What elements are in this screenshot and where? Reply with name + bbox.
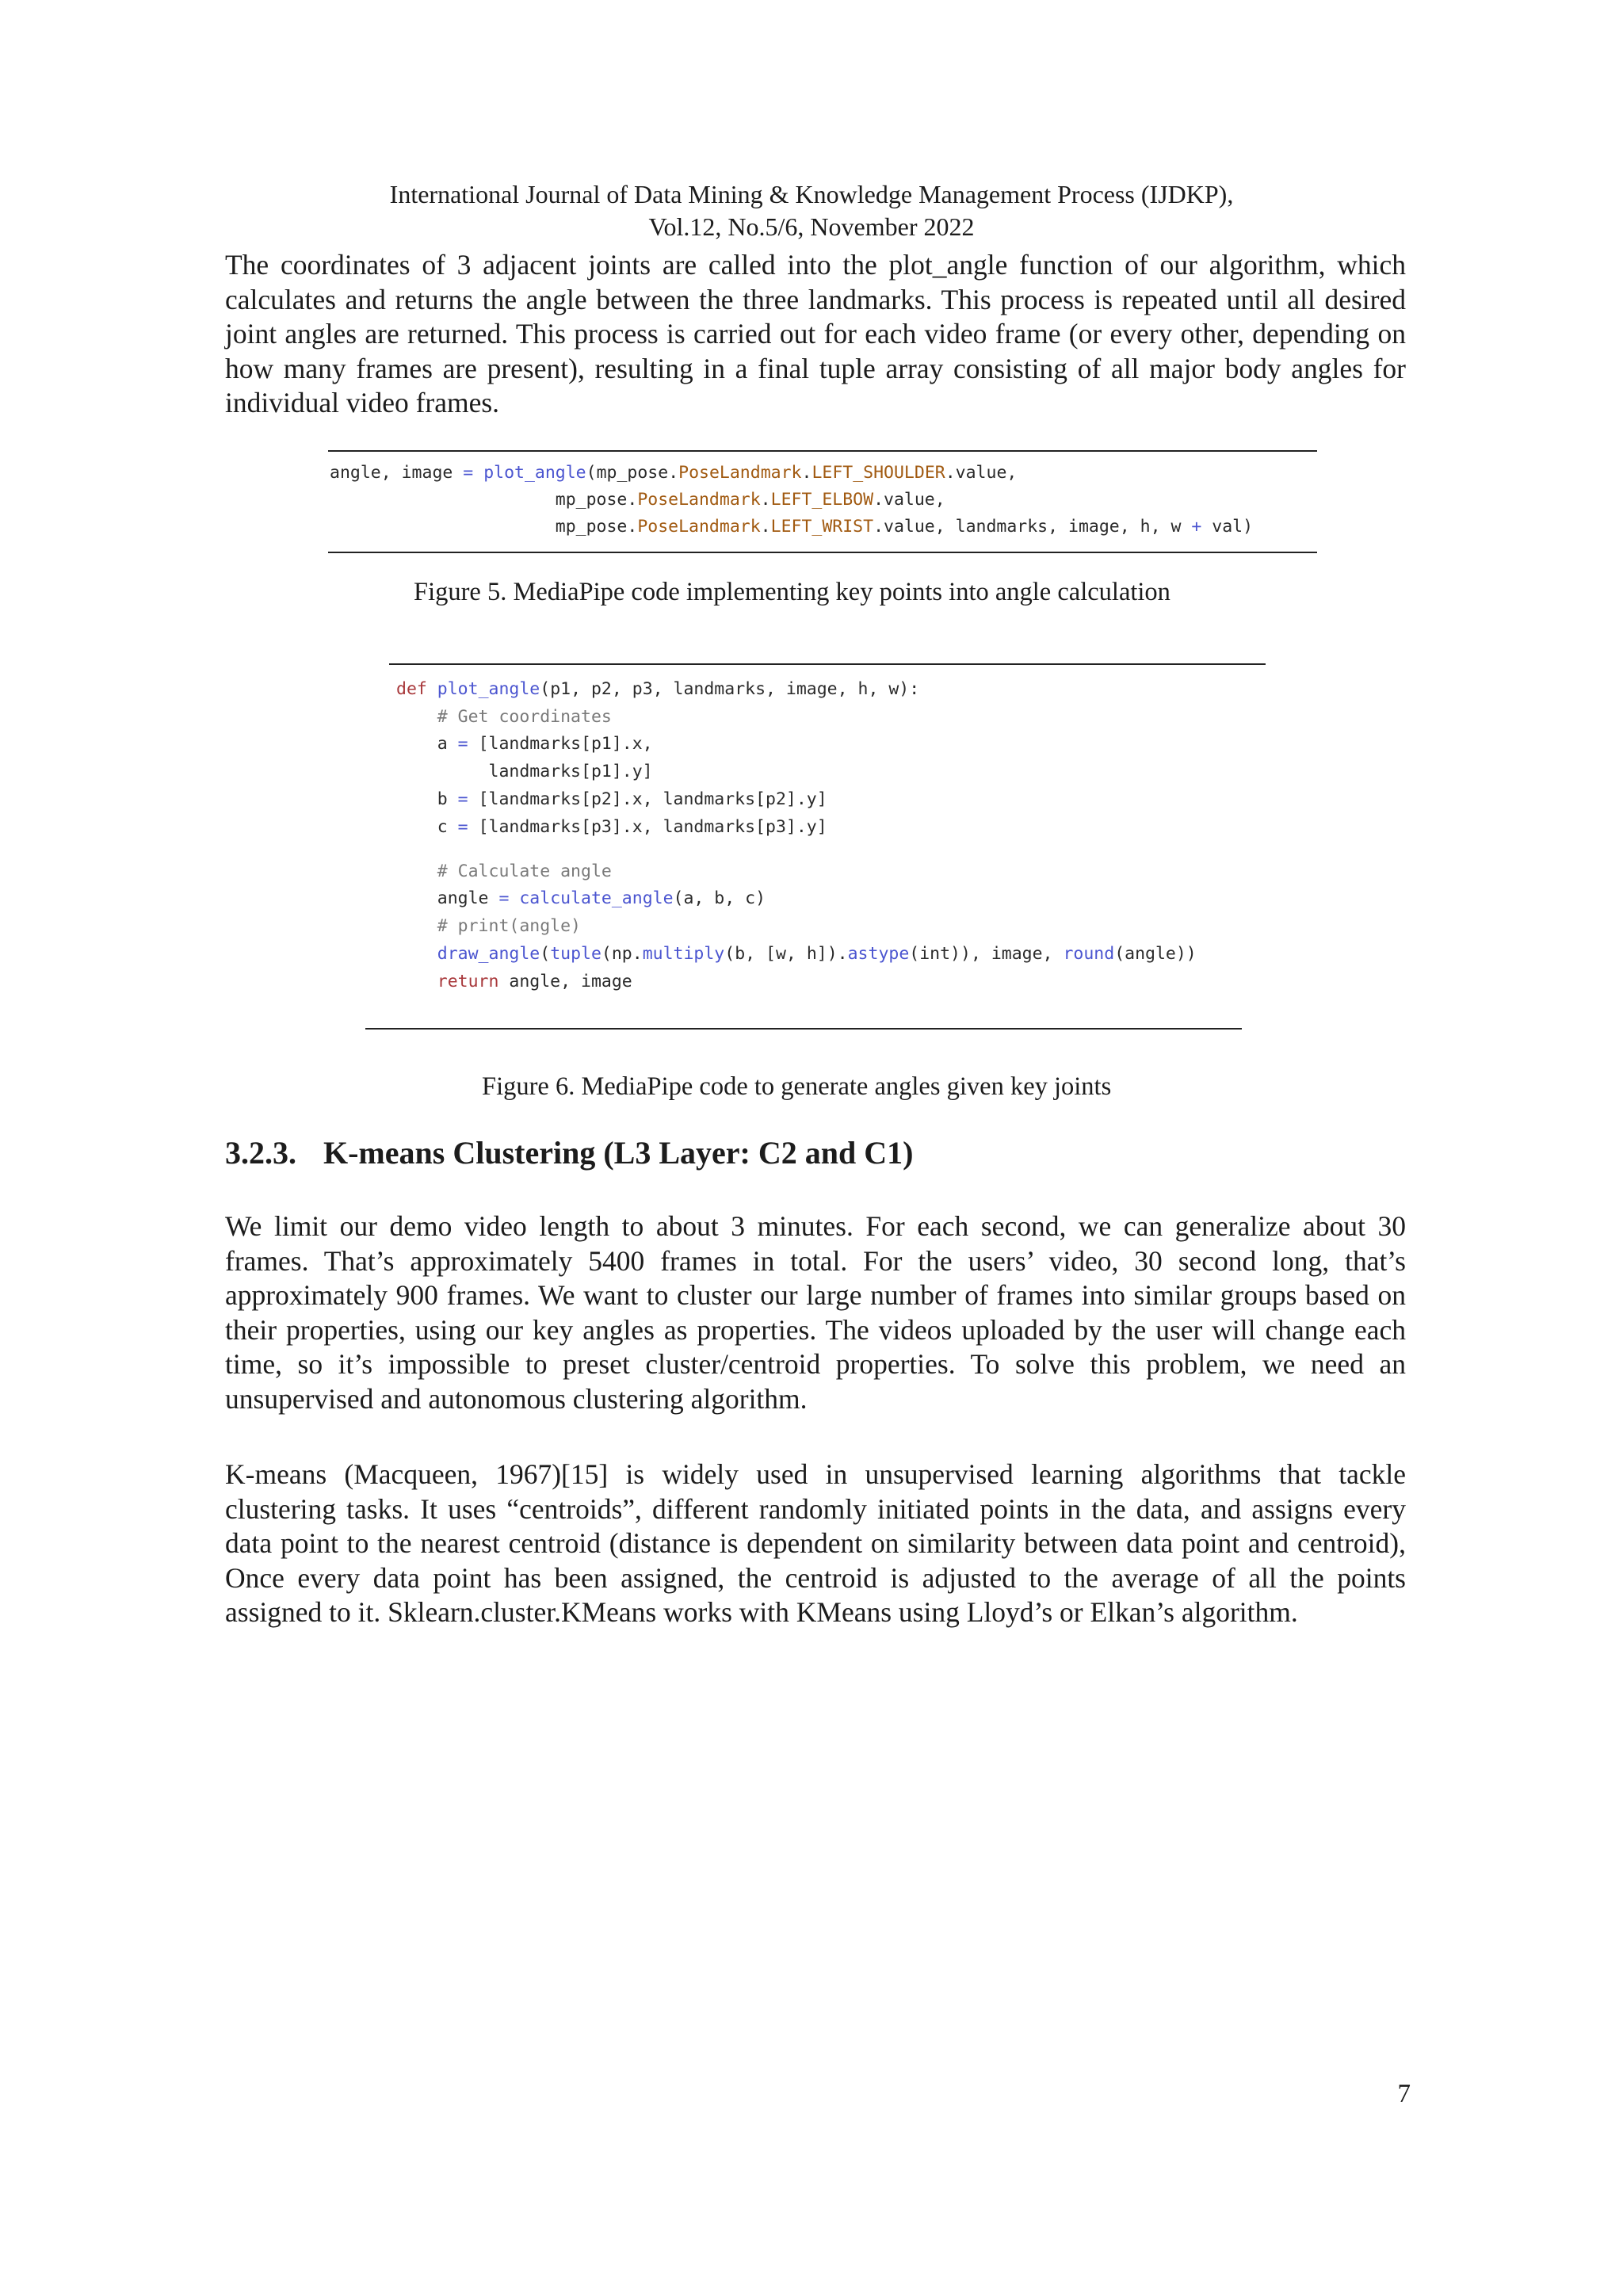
- figure6-code-block: [396, 676, 1197, 995]
- figure5-code-line: mp_pose.PoseLandmark.LEFT_ELBOW.value,: [330, 490, 945, 510]
- figure6-code-line: a = [landmarks[p1].x,: [396, 734, 653, 755]
- figure5-code-line: mp_pose.PoseLandmark.LEFT_WRIST.value, landmarks, image, h, w + val): [330, 517, 1254, 537]
- figure6-caption: Figure 6. MediaPipe code to generate angles given key joints: [482, 1072, 1112, 1101]
- figure5-caption: Figure 5. MediaPipe code implementing key points into angle calculation: [414, 578, 1170, 606]
- figure6-code-line: [396, 841, 1197, 858]
- figure6-bottom-rule: [365, 1028, 1242, 1030]
- journal-header-line2: Vol.12, No.5/6, November 2022: [648, 212, 975, 241]
- figure6-code-line: def plot_angle(p1, p2, p3, landmarks, image, h, w):: [396, 679, 920, 699]
- figure6-code-line: return angle, image: [437, 971, 632, 991]
- figure6-code-line: draw_angle(tuple(np.multiply(b, [w, h]).astype(int)), image, round(angle)): [437, 943, 1197, 964]
- kmeans-description-paragraph: K-means (Macqueen, 1967)[15] is widely used in unsupervised learning algorithms that tackle clustering tasks. It uses “centroids”, different randomly initiated points in the data, and assigns every data point to the nearest centroid (distance is dependent on similarity between data point and centroid), Once every data point has been assigned, the centroid is adjusted to the average of all the points assigned to it. Sklearn.cluster.KMeans works with KMeans using Lloyd’s or Elkan’s algorithm.: [225, 1458, 1406, 1628]
- figure5-top-rule: [328, 450, 1317, 452]
- figure6-code-line: b = [landmarks[p2].x, landmarks[p2].y]: [396, 789, 827, 809]
- page-number: 7: [1397, 2080, 1411, 2108]
- figure6-code-line: c = [landmarks[p3].x, landmarks[p3].y]: [396, 816, 827, 837]
- kmeans-motivation-paragraph: We limit our demo video length to about 3 minutes. For each second, we can generalize about 30 frames. That’s approximately 5400 frames in total. For the users’ video, 30 second long, that’s approximately 900 frames. We want to cluster our large number of frames into similar groups based on their properties, using our key angles as properties. The videos uploaded by the user will change each time, so it’s impossible to preset cluster/centroid properties. To solve this problem, we need an unsupervised and autonomous clustering algorithm.: [225, 1210, 1406, 1415]
- figure6-code-line: # Get coordinates: [437, 706, 612, 727]
- section-number: 3.2.3.: [225, 1135, 296, 1171]
- figure6-code-line: # Calculate angle: [437, 861, 612, 881]
- figure6-code-line: landmarks[p1].y]: [396, 762, 653, 782]
- figure5-code-line: angle, image = plot_angle(mp_pose.PoseLandmark.LEFT_SHOULDER.value,: [330, 463, 1018, 483]
- section-title: K-means Clustering (L3 Layer: C2 and C1): [323, 1135, 914, 1171]
- figure6-top-rule: [389, 663, 1266, 665]
- figure6-code-line: # print(angle): [437, 916, 581, 937]
- figure5-bottom-rule: [328, 552, 1317, 553]
- figure5-code-block: [330, 460, 1253, 541]
- section-heading: [225, 1133, 913, 1173]
- intro-paragraph: The coordinates of 3 adjacent joints are called into the plot_angle function of our algorithm, which calculates and returns the angle between the three landmarks. This process is repeated until all desired joint angles are returned. This process is carried out for each video frame (or every other, depending on how many frames are present), resulting in a final tuple array consisting of all major body angles for individual video frames.: [225, 249, 1406, 418]
- figure6-code-line: angle = calculate_angle(a, b, c): [396, 888, 766, 909]
- journal-header-line1: International Journal of Data Mining & Knowledge Management Process (IJDKP),: [389, 180, 1234, 208]
